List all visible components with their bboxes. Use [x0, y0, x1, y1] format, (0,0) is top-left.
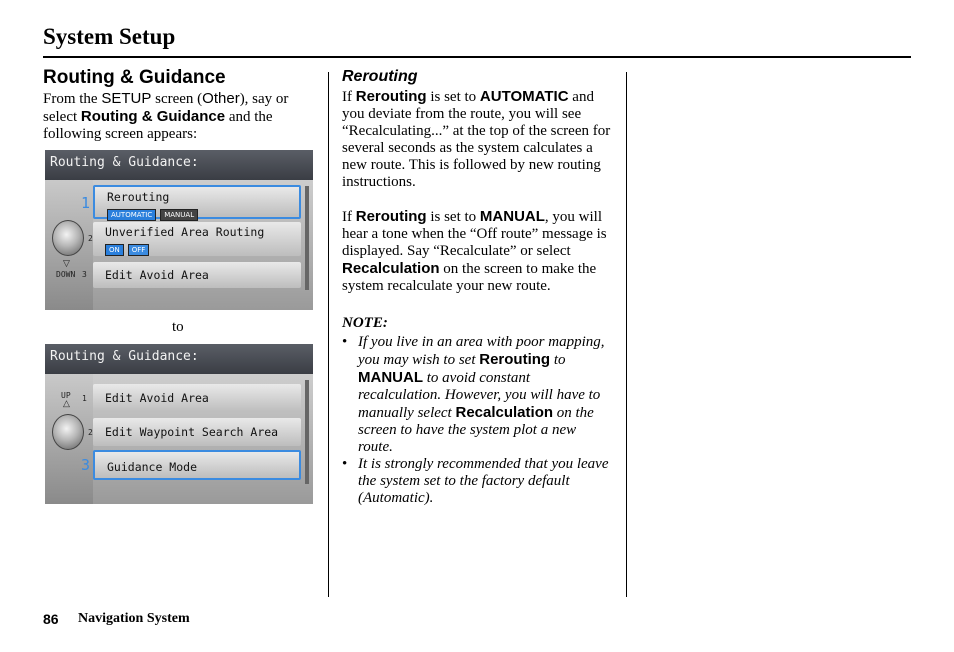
- on-option[interactable]: ON: [105, 244, 124, 256]
- note-item-1: • If you live in an area with poor mapping, you may wish to set Rerouting to MANUAL to avoid constant recalculation. However, you will have to manually select Recalculation on the screen to have the system plot a new route.: [358, 334, 614, 456]
- item-number-3: 3: [82, 270, 87, 279]
- right-column: [342, 66, 614, 507]
- rerouting-row[interactable]: [93, 185, 301, 219]
- item-number-1: 1: [81, 194, 91, 212]
- rerouting-paragraph-2: If Rerouting is set to MANUAL, you will hear a tone when the “Off route” message is displayed. Say “Recalculate” or select Recalculation on the screen to make the system recalculate your new route.: [342, 208, 607, 294]
- automatic-option[interactable]: AUTOMATIC: [107, 209, 156, 221]
- down-arrow-icon: ▽: [63, 258, 70, 268]
- scrollbar[interactable]: [305, 186, 309, 290]
- note-item-2: • It is strongly recommended that you leave the system set to the factory default (Automatic).: [358, 456, 614, 507]
- screen-title-bar: Routing & Guidance:: [45, 150, 313, 180]
- section-title: Routing & Guidance: [43, 67, 226, 88]
- edit-avoid-area-row[interactable]: Edit Avoid Area: [93, 262, 301, 288]
- notes-list: [342, 334, 614, 507]
- screenshot-routing-guidance-2: [45, 344, 313, 504]
- page-number: 86: [43, 611, 59, 627]
- item-number-1: 1: [82, 394, 87, 403]
- intro-paragraph: From the SETUP screen (Other), say or select Routing & Guidance and the following screen appears:: [43, 90, 289, 142]
- to-label: to: [172, 319, 184, 335]
- item-number-2: 2: [88, 234, 93, 243]
- unverified-area-routing-label: Unverified Area Routing: [105, 225, 265, 239]
- up-arrow-icon: △: [63, 398, 70, 408]
- off-option[interactable]: OFF: [128, 244, 150, 256]
- book-name: Navigation System: [78, 611, 190, 626]
- guidance-mode-row[interactable]: Guidance Mode: [93, 450, 301, 480]
- edit-waypoint-search-area-row[interactable]: Edit Waypoint Search Area: [93, 418, 301, 446]
- unverified-area-routing-row[interactable]: [93, 222, 301, 256]
- edit-avoid-area-row[interactable]: Edit Avoid Area: [93, 384, 301, 412]
- page-title: System Setup: [43, 24, 176, 49]
- joystick-knob-icon: [52, 414, 84, 450]
- rerouting-label: Rerouting: [107, 190, 170, 204]
- rerouting-subtitle: Rerouting: [342, 68, 418, 85]
- screen-title-bar: Routing & Guidance:: [45, 344, 313, 374]
- manual-option[interactable]: MANUAL: [160, 209, 198, 221]
- item-number-3: 3: [81, 456, 91, 474]
- column-divider-right: [626, 72, 627, 597]
- up-label: UP: [61, 391, 71, 400]
- note-title: NOTE:: [342, 315, 388, 331]
- column-divider-left: [328, 72, 329, 597]
- rerouting-paragraph-1: If Rerouting is set to AUTOMATIC and you deviate from the route, you will see “Recalculating...” at the top of the screen for several seconds as the system calculates a new route. This is followed by new routing instructions.: [342, 88, 611, 190]
- left-column: [43, 66, 315, 143]
- down-label: DOWN: [56, 270, 76, 279]
- joystick-knob-icon: [52, 220, 84, 256]
- scrollbar[interactable]: [305, 380, 309, 484]
- item-number-2: 2: [88, 428, 93, 437]
- header-divider: [43, 56, 911, 58]
- screenshot-routing-guidance-1: [45, 150, 313, 310]
